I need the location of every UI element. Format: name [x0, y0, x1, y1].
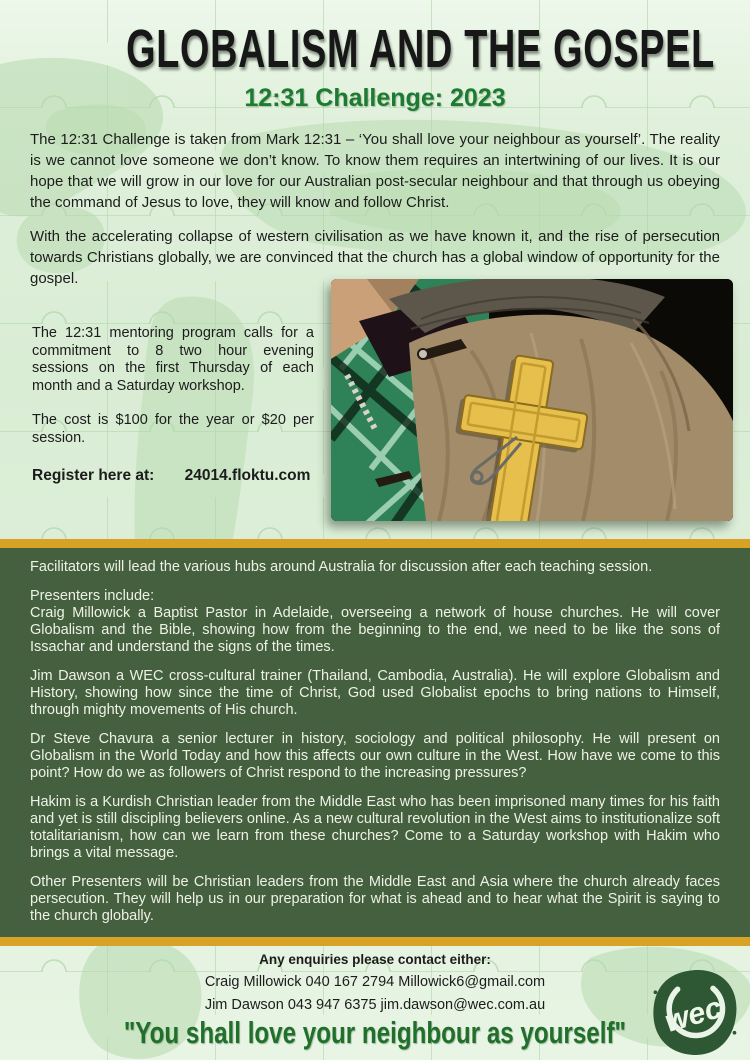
program-section [30, 289, 720, 539]
presenter-hakim: Hakim is a Kurdish Christian leader from the Middle East who has been imprisoned many times for his faith and yet is still discipling believers online. As a new cultural revolution in the West aims to institutionalize soft totalitarianism, how can we learn from these churches? Come to a Saturday workshop with Hakim who brings a vital message. [30, 794, 720, 862]
intro-paragraph-1: The 12:31 Challenge is taken from Mark 12:31 – ‘You shall love your neighbour as yourself’. The reality is we cannot love someone we don’t know. To know them requires an intertwining of our lives. It is our hope that we will grow in our love for our Australian post-secular neighbour and that through us obeying the command of Jesus to love, they will know and follow Christ. [30, 131, 720, 212]
cross-jacket-painting [331, 279, 733, 521]
intro-section [30, 129, 720, 289]
facilitators-line: Facilitators will lead the various hubs around Australia for discussion after each teaching session. [30, 559, 653, 576]
program-cost: The cost is $100 for the year or $20 per session. [32, 412, 314, 446]
presenter-other: Other Presenters will be Christian leaders from the Middle East and Asia where the church already faces persecution. They will help us in our preparation for what is ahead and to hear what the Spirit is saying to the church globally. [30, 874, 720, 925]
wec-logo-text: wec [661, 991, 726, 1039]
gold-divider-bottom [0, 937, 750, 946]
page-subtitle: 12:31 Challenge: 2023 [244, 84, 506, 113]
flyer-header [0, 0, 750, 113]
register-label: Register here at: [32, 467, 155, 485]
intro-paragraph-2: With the accelerating collapse of western civilisation as we have known it, and the rise of persecution towards Christians globally, we are convinced that the church has a global window of opportunity for the gospel. [30, 228, 720, 288]
presenter-steve: Dr Steve Chavura a senior lecturer in history, sociology and political philosophy. He will present on Globalism in the World Today and how this affects our own culture in the West. How have we come to this point? How do we as followers of Christ respond to the increasing pressures? [30, 731, 720, 782]
presenters-label: Presenters include: [30, 588, 155, 605]
presenter-craig: Craig Millowick a Baptist Pastor in Adelaide, overseeing a network of house churches. He will cover Globalism and the Bible, showing how from the beginning to the end, we need to be like the sons of Issachar and understand the signs of the times. [30, 605, 720, 656]
page-title: GLOBALISM AND THE GOSPEL [126, 19, 715, 79]
register-line [32, 467, 314, 485]
gold-divider-top [0, 539, 750, 548]
scripture-quote: "You shall love your neighbour as yourself" [123, 1015, 627, 1051]
enquiries-line: Any enquiries please contact either: [259, 952, 491, 968]
presenter-jim: Jim Dawson a WEC cross-cultural trainer (Thailand, Cambodia, Australia). He will explore Globalism and History, showing how since the time of Christ, God used Globalist epochs to bring nations to Himself, through mighty movements of His church. [30, 668, 720, 719]
wec-logo [648, 965, 740, 1060]
footer [0, 946, 750, 1060]
register-url[interactable]: 24014.floktu.com [184, 467, 311, 485]
program-details-block [32, 325, 314, 485]
contact-craig: Craig Millowick 040 167 2794 Millowick6@gmail.com [204, 974, 546, 991]
presenters-panel [0, 548, 750, 937]
program-details: The 12:31 mentoring program calls for a commitment to 8 two hour evening sessions on the first Thursday of each month and a Saturday workshop. [32, 325, 314, 394]
contact-jim: Jim Dawson 043 947 6375 jim.dawson@wec.com.au [204, 997, 546, 1014]
